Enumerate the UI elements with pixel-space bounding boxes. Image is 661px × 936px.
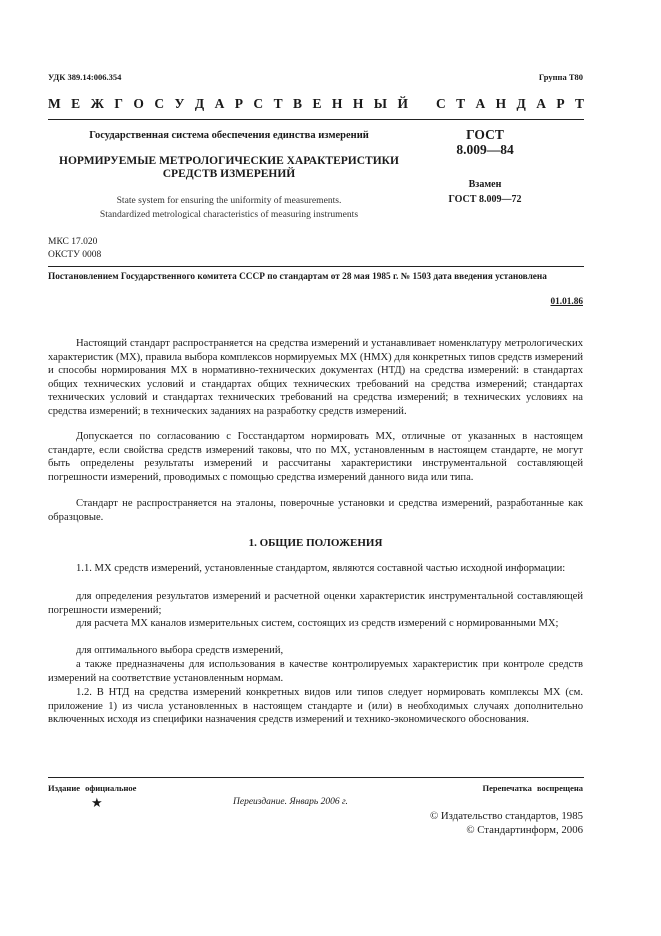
reissue-note: Переиздание. Январь 2006 г. xyxy=(233,797,348,807)
copyright-block xyxy=(430,810,583,837)
banner-letter: Ы xyxy=(373,96,388,111)
banner-letter: А xyxy=(214,96,225,111)
document-title xyxy=(48,155,410,181)
banner-letter: Д xyxy=(194,96,205,111)
clause-1-1-item-c: для оптимального выбора средств измерений, xyxy=(76,645,284,656)
intro-paragraph-3: Стандарт не распространяется на эталоны, поверочные установки и средства измерений, разработанные как образцовые. xyxy=(48,498,583,523)
banner-letter: В xyxy=(293,96,303,111)
banner-letter: Ж xyxy=(90,96,104,111)
replaces-value: ГОСТ 8.009—72 xyxy=(448,194,522,205)
banner-letter: Н xyxy=(352,96,364,111)
star-mark: ★ xyxy=(91,795,103,810)
clause-1-1: 1.1. МХ средств измерений, установленные стандартом, являются составной частью исходной информации: xyxy=(76,563,566,574)
english-title xyxy=(48,194,410,222)
banner-letter: Е xyxy=(71,96,81,111)
gost-number: 8.009—84 xyxy=(456,142,514,157)
banner-letter: Т xyxy=(456,96,466,111)
footer-rule xyxy=(48,777,584,778)
decree-text: Постановлением Государственного комитета СССР по стандартам от 28 мая 1985 г. № 1503 дата введения установлена xyxy=(48,272,547,282)
classification-codes xyxy=(48,236,101,262)
banner-letter: А xyxy=(475,96,486,111)
banner-letter: Е xyxy=(312,96,322,111)
reprint-prohibited: Перепечатка воспрещена xyxy=(482,783,583,793)
banner-word-interstate xyxy=(48,96,408,112)
clause-1-1-item-d: а также предназначены для использования в качестве контролируемых характеристик при контроле средств измерений на соответствие установленным нормам. xyxy=(48,659,583,684)
clause-1-1-item-a: для определения результатов измерений и расчетной оценки характеристик инструментальной составляющей погрешности измерений; xyxy=(48,591,583,616)
intro-paragraph-2: Допускается по согласованию с Госстандартом нормировать МХ, отличные от указанных в настоящем стандарте, если свойства средств измерений таковы, что по МХ, установленным в настоящем стандарте, не могут быть определены результаты измерений и рассчитаны характеристики инструментальной составляющей погрешности измерений, проводимых с помощью средства измерений данного вида или типа. xyxy=(48,431,583,483)
banner-letter: А xyxy=(536,96,546,111)
group-code: Группа Т80 xyxy=(538,72,583,82)
banner-letter: О xyxy=(133,96,144,111)
english-title-line1: State system for ensuring the uniformity of measurements. xyxy=(116,195,342,206)
replaces-label: Взамен xyxy=(468,179,502,190)
udk-code: УДК 389.14:006.354 xyxy=(48,72,122,82)
copyright-publisher-1985: © Издательство стандартов, 1985 xyxy=(429,810,583,822)
okstu-code: ОКСТУ 0008 xyxy=(48,250,102,260)
banner-letter: С xyxy=(154,96,165,111)
header-rule xyxy=(48,119,584,120)
mks-code: МКС 17.020 xyxy=(48,237,98,247)
banner-letter: Д xyxy=(516,96,526,111)
banner-letter: Р xyxy=(234,96,243,111)
banner-letter: М xyxy=(48,96,61,111)
interstate-standard-banner xyxy=(48,96,584,112)
intro-paragraph-1: Настоящий стандарт распространяется на средства измерений и устанавливает номенклатуру метрологических характеристик (МХ), правила выбора комплексов нормируемых МХ (НМХ) для конкретных типов средств измерений и способы нормирования МХ в нормативно-технических документах (НТД) на средства измерений: в стандартах общих технических условий и стандартах общих технических требований на средства измерений; стандартах технических условий и стандартах технических требований на средства измерений; в технических условиях на средства измерений; в технических заданиях на разработку средств измерений. xyxy=(48,338,583,417)
banner-letter: Н xyxy=(331,96,343,111)
introduction-date: 01.01.86 xyxy=(550,297,583,307)
section-heading: 1. ОБЩИЕ ПОЛОЖЕНИЯ xyxy=(248,537,383,549)
banner-letter: Т xyxy=(273,96,283,111)
banner-letter: У xyxy=(174,96,185,111)
clause-1-1-item-b: для расчета МХ каналов измерительных систем, состоящих из средств измерений с нормированными МХ; xyxy=(76,618,559,629)
banner-word-standard xyxy=(436,96,584,112)
codes-rule xyxy=(48,266,584,267)
document-title-line1: НОРМИРУЕМЫЕ МЕТРОЛОГИЧЕСКИЕ ХАРАКТЕРИСТИКИ xyxy=(59,155,399,167)
banner-letter: Т xyxy=(574,96,584,111)
copyright-publisher-2006: © Стандартинформ, 2006 xyxy=(466,823,583,836)
clause-1-2: 1.2. В НТД на средства измерений конкретных видов или типов следует нормировать комплексы МХ (см. приложение 1) из числа установленных в настоящем стандарте и (или) в необходимых случаях дополнительно включенных исходя из специфики назначения средств измерений и технико-экономического обоснования. xyxy=(48,687,583,726)
document-title-line2: СРЕДСТВ ИЗМЕРЕНИЙ xyxy=(162,168,296,180)
gost-label: ГОСТ xyxy=(466,127,504,142)
banner-letter: Г xyxy=(114,96,123,111)
gost-designation xyxy=(425,127,545,157)
banner-letter: С xyxy=(436,96,446,111)
english-title-line2: Standardized metrological characteristics of measuring instruments xyxy=(99,209,359,220)
replaces-block xyxy=(425,177,545,207)
banner-letter: Й xyxy=(397,96,408,111)
system-title: Государственная система обеспечения единства измерений xyxy=(89,130,369,141)
banner-letter: Р xyxy=(556,96,565,111)
banner-letter: Н xyxy=(495,96,507,111)
official-edition: Издание официальное xyxy=(48,783,137,793)
banner-letter: С xyxy=(253,96,264,111)
